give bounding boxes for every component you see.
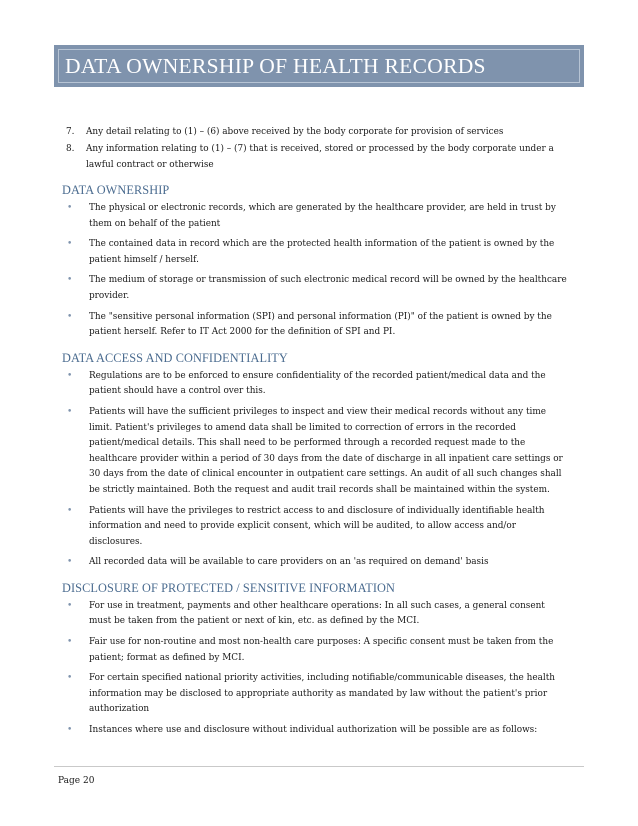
footer-divider <box>54 766 584 767</box>
list-item <box>62 369 567 400</box>
bullet-icon: • <box>67 600 73 611</box>
list-item-text: Fair use for non-routine and most non-health care purposes: A specific consent must be taken from the patient; format as defined by MCI. <box>89 637 554 663</box>
list-item <box>62 405 567 499</box>
list-item-text: Instances where use and disclosure without individual authorization will be possible are as follows: <box>89 725 538 736</box>
bullet-icon: • <box>67 406 73 417</box>
list-item <box>62 723 567 739</box>
bullet-icon: • <box>67 637 73 648</box>
list-item <box>62 201 567 232</box>
document-body <box>62 124 567 744</box>
list-item-text: For use in treatment, payments and other healthcare operations: In all such cases, a general consent must be taken from the patient or next of kin, etc. as defined by the MCI. <box>89 600 545 627</box>
list-item-text: Patients will have the privileges to restrict access to and disclosure of individually identifiable health information and need to provide explicit consent, which will be audited, to allow access and/or disclosures. <box>89 505 545 547</box>
list-item-text: All recorded data will be available to care providers on an 'as required on demand' basis <box>89 557 489 568</box>
list-item <box>62 635 567 666</box>
bullet-icon: • <box>67 370 73 381</box>
list-item-text: For certain specified national priority activities, including notifiable/communicable diseases, the health information may be disclosed to appropriate authority as mandated by law without the patient's prior authorization <box>89 673 556 715</box>
section-heading-disclosure: DISCLOSURE OF PROTECTED / SENSITIVE INFORMATION <box>62 580 395 595</box>
bullet-icon: • <box>67 505 73 516</box>
bullet-icon: • <box>67 203 73 213</box>
bullet-icon: • <box>67 673 73 684</box>
list-item-text: The contained data in record which are the protected health information of the patient is owned by the patient himself / herself. <box>89 239 555 265</box>
list-item <box>62 310 567 341</box>
numbered-list <box>62 124 567 173</box>
item-number: 8. <box>66 144 75 154</box>
data-access-list <box>62 369 567 571</box>
disclosure-list <box>62 599 567 739</box>
section-heading-data-ownership: DATA OWNERSHIP <box>62 183 170 197</box>
page-number: Page 20 <box>58 776 95 786</box>
numbered-item <box>62 124 567 140</box>
bullet-icon: • <box>67 557 73 568</box>
list-item-text: The "sensitive personal information (SPI) and personal information (PI)" of the patient is owned by the patient herself. Refer to IT Act 2000 for the definition of SPI and PI. <box>89 311 552 338</box>
list-item-text: The physical or electronic records, which are generated by the healthcare provider, are held in trust by them on behalf of the patient <box>89 203 556 229</box>
bullet-icon: • <box>67 311 73 322</box>
item-text: Any information relating to (1) – (7) that is received, stored or processed by the body corporate under a lawful contract or otherwise <box>86 144 554 170</box>
item-number: 7. <box>66 127 75 137</box>
bullet-icon: • <box>67 239 73 250</box>
section-heading-data-access: DATA ACCESS AND CONFIDENTIALITY <box>62 350 288 365</box>
list-item-text: Regulations are to be enforced to ensure confidentiality of the recorded patient/medical data and the patient should have a control over this. <box>89 370 546 397</box>
list-item <box>62 671 567 718</box>
bullet-icon: • <box>67 275 73 286</box>
title-banner <box>54 45 584 87</box>
bullet-icon: • <box>67 725 73 736</box>
list-item <box>62 237 567 268</box>
numbered-item <box>62 141 567 173</box>
list-item-text: The medium of storage or transmission of such electronic medical record will be owned by the healthcare provider. <box>89 275 567 301</box>
list-item-text: Patients will have the sufficient privileges to inspect and view their medical records without any time limit. Patient's privileges to amend data shall be limited to correction of errors in the recorded patient/medical details. This shall need to be performed through a recorded request made to the healthcare provider within a period of 30 days from the date of discharge in all inpatient care settings or 30 days from the date of clinical encounter in outpatient care settings. An audit of all such changes shall be strictly maintained. Both the request and audit trail records shall be maintained within the system. <box>89 406 563 495</box>
page-title: DATA OWNERSHIP OF HEALTH RECORDS <box>65 53 486 78</box>
item-text: Any detail relating to (1) – (6) above received by the body corporate for provision of services <box>86 127 504 137</box>
data-ownership-list <box>62 201 567 341</box>
title-banner-frame <box>58 49 580 83</box>
list-item <box>62 273 567 304</box>
list-item <box>62 599 567 630</box>
list-item <box>62 504 567 551</box>
list-item <box>62 555 567 571</box>
